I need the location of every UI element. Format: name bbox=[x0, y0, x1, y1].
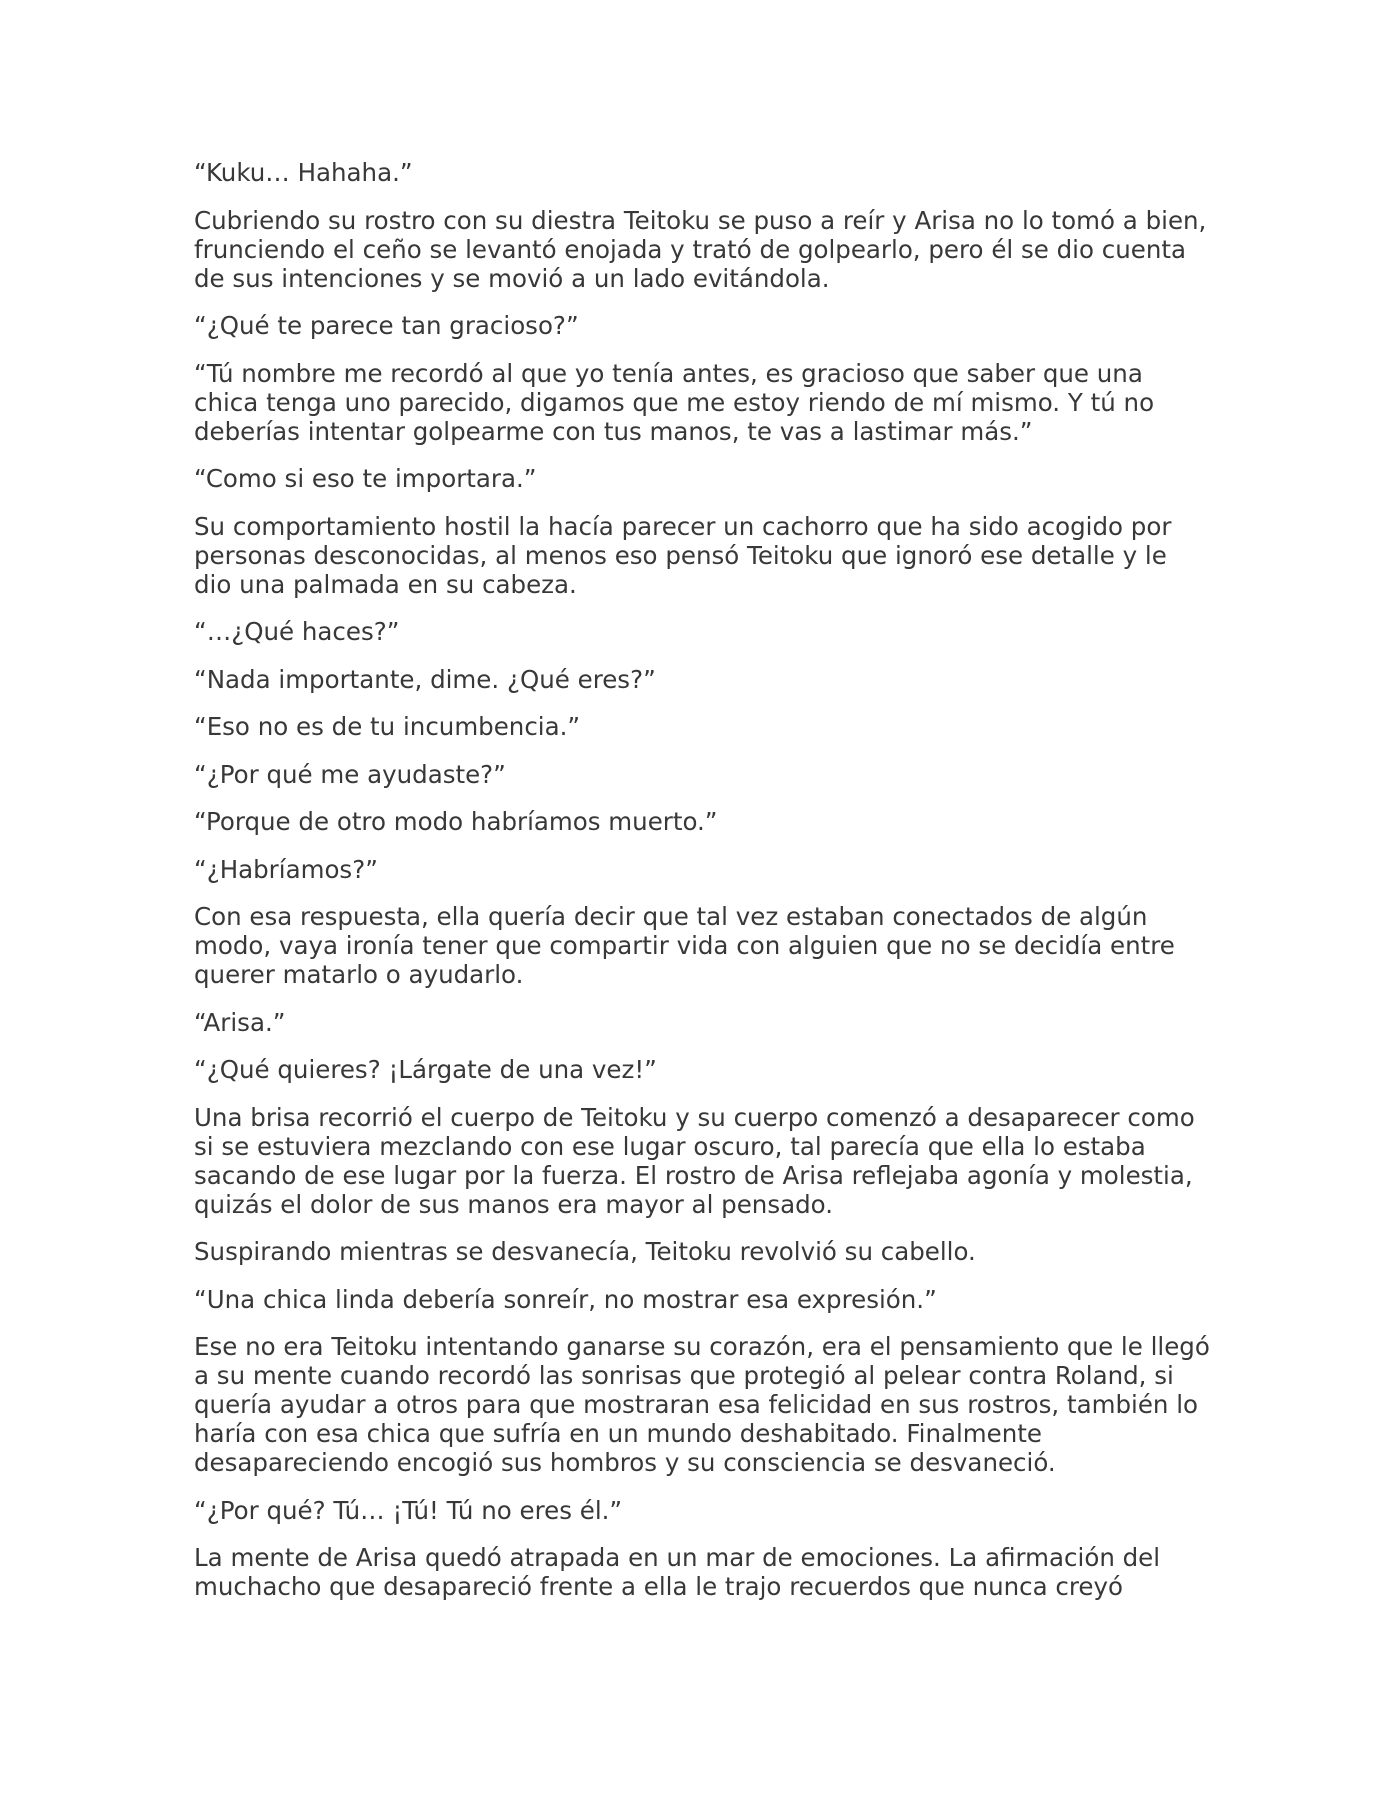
paragraph-9: “Eso no es de tu incumbencia.” bbox=[194, 712, 581, 741]
paragraph-3: “¿Qué te parece tan gracioso?” bbox=[194, 311, 579, 340]
paragraph-6: Su comportamiento hostil la hacía parecer un cachorro que ha sido acogido por personas desconocidas, al menos eso pensó Teitoku que ignoró ese detalle y le dio una palmada en su cabeza. bbox=[194, 511, 1172, 599]
paragraph-16: Una brisa recorrió el cuerpo de Teitoku y su cuerpo comenzó a desaparecer como si se estuviera mezclando con ese lugar oscuro, tal parecía que ella lo estaba sacando de ese lugar por la fuerza. El rostro de Arisa reflejaba agonía y molestia, quizás el dolor de sus manos era mayor al pensado. bbox=[194, 1102, 1195, 1219]
paragraph-13: Con esa respuesta, ella quería decir que tal vez estaban conectados de algún modo, vaya ironía tener que compartir vida con alguien que no se decidía entre querer matarlo o ayudarlo. bbox=[194, 902, 1175, 989]
document-page bbox=[194, 158, 1210, 1620]
paragraph-15: “¿Qué quieres? ¡Lárgate de una vez!” bbox=[194, 1055, 657, 1084]
paragraph-17: Suspirando mientras se desvanecía, Teitoku revolvió su cabello. bbox=[194, 1237, 976, 1266]
paragraph-19: Ese no era Teitoku intentando ganarse su corazón, era el pensamiento que le llegó a su mente cuando recordó las sonrisas que protegió al pelear contra Roland, si quería ayudar a otros para que mostraran esa felicidad en sus rostros, también lo haría con esa chica que sufría en un mundo deshabitado. Finalmente desapareciendo encogió sus hombros y su consciencia se desvaneció. bbox=[194, 1332, 1210, 1477]
paragraph-2: Cubriendo su rostro con su diestra Teitoku se puso a reír y Arisa no lo tomó a bien, frunciendo el ceño se levantó enojada y trató de golpearlo, pero él se dio cuenta de sus intenciones y se movió a un lado evitándola. bbox=[194, 205, 1207, 293]
paragraph-5: “Como si eso te importara.” bbox=[194, 464, 537, 493]
paragraph-8: “Nada importante, dime. ¿Qué eres?” bbox=[194, 664, 656, 694]
paragraph-21: La mente de Arisa quedó atrapada en un mar de emociones. La afirmación del muchacho que desapareció frente a ella le trajo recuerdos que nunca creyó bbox=[194, 1543, 1161, 1601]
paragraph-11: “Porque de otro modo habríamos muerto.” bbox=[194, 807, 718, 836]
paragraph-18: “Una chica linda debería sonreír, no mostrar esa expresión.” bbox=[194, 1284, 937, 1314]
paragraph-12: “¿Habríamos?” bbox=[194, 854, 378, 884]
paragraph-20: “¿Por qué? Tú… ¡Tú! Tú no eres él.” bbox=[194, 1495, 623, 1525]
paragraph-10: “¿Por qué me ayudaste?” bbox=[194, 759, 506, 789]
paragraph-14: “Arisa.” bbox=[194, 1007, 286, 1037]
paragraph-4: “Tú nombre me recordó al que yo tenía antes, es gracioso que saber que una chica tenga uno parecido, digamos que me estoy riendo de mí mismo. Y tú no deberías intentar golpearme con tus manos, te vas a lastimar más.” bbox=[194, 358, 1155, 446]
paragraph-7: “…¿Qué haces?” bbox=[194, 617, 400, 646]
paragraph-1: “Kuku… Hahaha.” bbox=[194, 158, 413, 187]
